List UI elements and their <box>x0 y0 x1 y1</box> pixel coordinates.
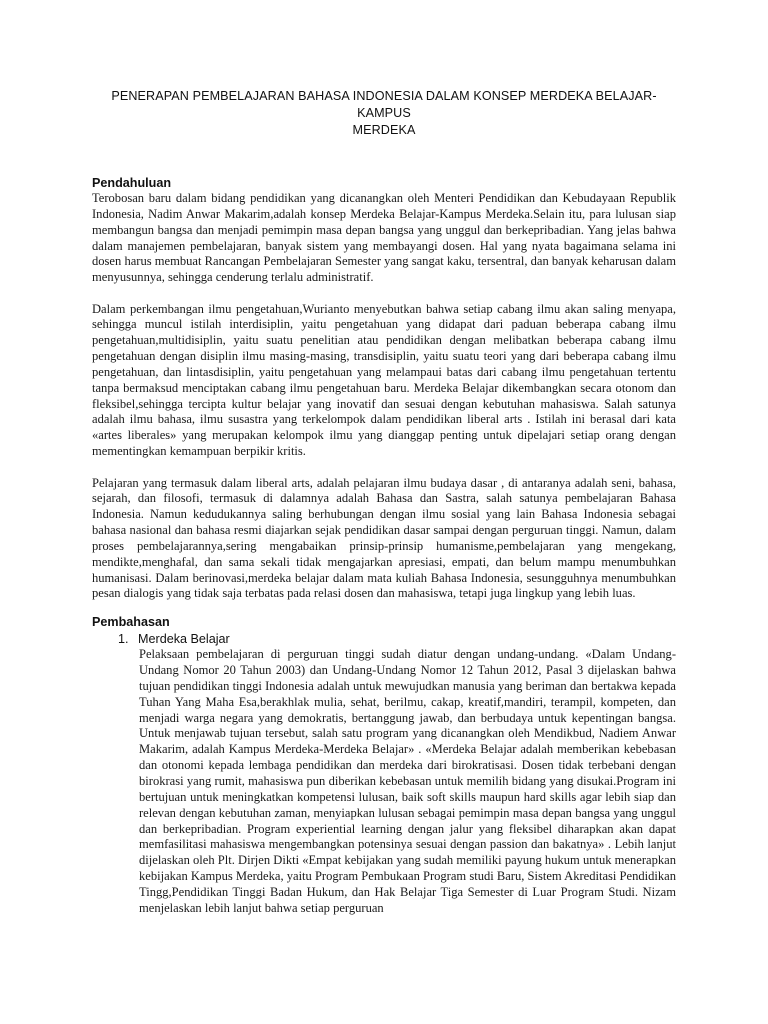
subsection-number: 1. <box>118 632 129 647</box>
intro-paragraph-1: Terobosan baru dalam bidang pendidikan yang dicanangkan oleh Menteri Pendidikan dan Kebudayaan Republik Indonesia, Nadim Anwar Makarim,adalah konsep Merdeka Belajar-Kampus Merdeka.Selain itu, para lulusan siap membangun bangsa dan menjadi pemimpin masa depan bangsa yang unggul dan berkepribadian. Yang jelas bahwa dalam manajemen pembelajaran, banyak sistem yang membayangi dosen. Hal yang nyata bagaimana selama ini dosen harus membuat Rancangan Pembelajaran Semester yang sangat kaku, tersentral, dan banyak keharusan dalam menyusunnya, sehingga cenderung terlalu administratif. <box>92 191 676 285</box>
section-heading-pendahuluan: Pendahuluan <box>92 176 172 190</box>
subsection-paragraph: Pelaksaan pembelajaran di perguruan tinggi sudah diatur dengan undang-undang. «Dalam Undang-Undang Nomor 20 Tahun 2003) dan Undang-Undang Nomor 12 Tahun 2012, Pasal 3 dijelaskan bahwa tujuan pendidikan tinggi Indonesia adalah untuk mewujudkan manusia yang beriman dan bertakwa kepada Tuhan Yang Maha Esa,berakhlak mulia, sehat, berilmu, cakap, kreatif,mandiri, terampil, kompeten, dan menjadi warga negara yang demokratis, bertanggung jawab, dan berbudaya untuk kepentingan bangsa. Untuk menjawab tujuan tersebut, salah satu program yang dicanangkan oleh Mendikbud, Nadiem Anwar Makarim, adalah Kampus Merdeka-Merdeka Belajar» . «Merdeka Belajar adalah memberikan kebebasan dan otonomi kepada lembaga pendidikan dan merdeka dari birokratisasi. Dosen tidak terbebani dengan birokrasi yang rumit, mahasiswa pun diberikan kebebasan untuk memilih bidang yang disukai.Program ini bertujuan untuk meningkatkan kompetensi lulusan, baik soft skills maupun hard skills agar lebih siap dan relevan dengan kebutuhan zaman, menyiapkan lulusan sebagai pemimpin masa depan bangsa yang unggul dan berkepribadian. Program experiential learning dengan jalur yang fleksibel diharapkan akan dapat memfasilitasi mahasiswa mengembangkan potensinya sesuai dengan passion dan bakatnya» . Lebih lanjut dijelaskan oleh Plt. Dirjen Dikti «Empat kebijakan yang sudah memiliki payung hukum untuk menerapkan kebijakan Kampus Merdeka, yaitu Program Pembukaan Program studi Baru, Sistem Akreditasi Pendidikan Tingg,Pendidikan Tinggi Badan Hukum, dan Hak Belajar Tiga Semester di Luar Program Studi. Nizam menjelaskan lebih lanjut bahwa setiap perguruan <box>139 647 676 915</box>
intro-paragraph-2: Dalam perkembangan ilmu pengetahuan,Wurianto menyebutkan bahwa setiap cabang ilmu akan saling menyapa, sehingga muncul istilah interdisiplin, yaitu pengetahuan yang didapat dari paduan beberapa cabang ilmu pengetahuan,multidisiplin, yaitu suatu penelitian atau pendidikan dengan melibatkan beberapa cabang ilmu pengetahuan dengan disiplin ilmu masing-masing, transdisiplin, yaitu suatu teori yang dari beberapa cabang ilmu pengetahuan, dan lintasdisiplin, yaitu pengetahuan yang melampaui batas dari cabang ilmu pengetahuan tertentu tanpa bermaksud menciptakan cabang ilmu pengetahuan baru. Merdeka Belajar dikembangkan secara otonom dan fleksibel,sehingga tercipta kultur belajar yang inovatif dan sesuai dengan kebutuhan mahasiswa. Salah satunya adalah ilmu bahasa, ilmu susastra yang terkelompok dalam pendidikan liberal arts . Istilah ini berasal dari kata «artes liberales» yang merupakan kelompok ilmu yang dianggap penting untuk dipelajari setiap orang dengan mementingkan kemampuan berpikir kritis. <box>92 301 676 459</box>
document-page <box>92 88 676 917</box>
title-line-1: PENERAPAN PEMBELAJARAN BAHASA INDONESIA DALAM KONSEP MERDEKA BELAJAR-KAMPUS <box>111 89 657 120</box>
intro-paragraph-3: Pelajaran yang termasuk dalam liberal arts, adalah pelajaran ilmu budaya dasar , di antaranya adalah seni, bahasa, sejarah, dan filosofi, termasuk di dalamnya adalah Bahasa dan Sastra, salah satunya pembelajaran Bahasa Indonesia. Namun kedudukannya saling berhubungan dengan ilmu sosial yang lain Bahasa Indonesia sebagai bahasa nasional dan bahasa resmi diajarkan sejak pendidikan dasar sampai dengan perguruan tinggi. Namun, dalam proses pembelajarannya,sering mengabaikan prinsip-prinsip humanisme,pembelajaran yang mengekang, mendikte,menghafal, dan sama sekali tidak mengajarkan apresiasi, empati, dan belum mampu menumbuhkan humanisasi. Dalam berinovasi,merdeka belajar dalam mata kuliah Bahasa Indonesia, sesungguhnya menumbuhkan pesan dialogis yang tidak saja terbatas pada relasi dosen dan mahasiswa, tetapi juga lingkup yang lebih luas. <box>92 475 676 601</box>
document-title <box>92 88 676 139</box>
subsection-heading-merdeka-belajar <box>118 631 676 647</box>
subsection-title: Merdeka Belajar <box>138 632 230 647</box>
section-heading-pembahasan: Pembahasan <box>92 615 170 630</box>
title-line-2: MERDEKA <box>352 123 416 137</box>
